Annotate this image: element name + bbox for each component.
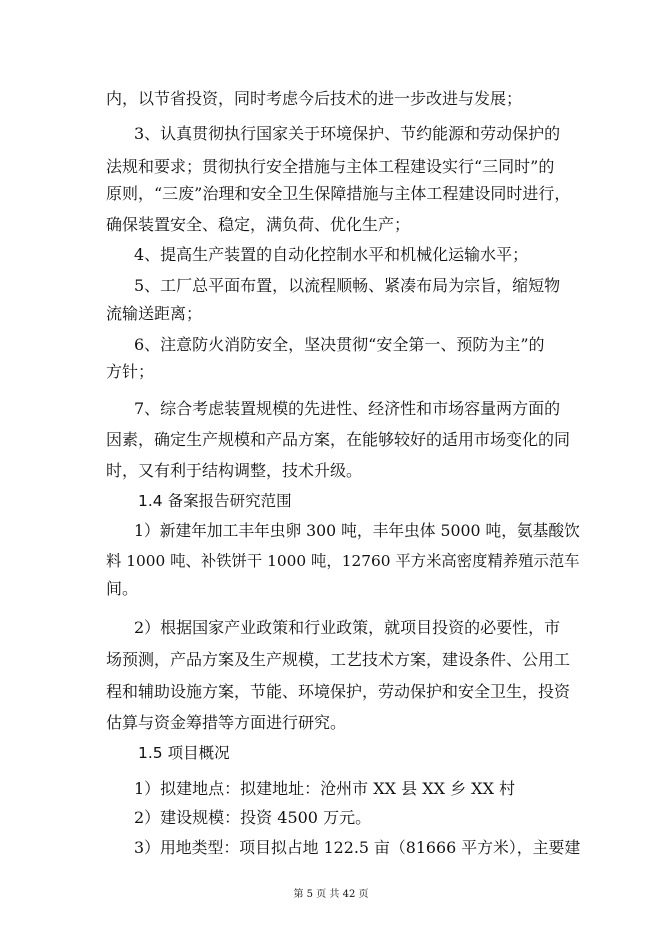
list-item: 2）建设规模：投资 4500 万元。 (134, 808, 372, 827)
text-line: 场预测，产品方案及生产规模，工艺技术方案，建设条件、公用工 (106, 650, 571, 669)
text-line: 方针； (106, 362, 155, 381)
list-item: 6、注意防火消防安全，坚决贯彻“安全第一、预防为主”的 (134, 335, 545, 354)
text-line: 估算与资金筹措等方面进行研究。 (106, 713, 347, 732)
section-heading: 1.4 备案报告研究范围 (138, 492, 292, 510)
text-line: 法规和要求；贯彻执行安全措施与主体工程建设实行“三同时”的 (106, 157, 555, 176)
page-number: 第 5 页 共 42 页 (293, 889, 369, 900)
list-item: 3）用地类型：项目拟占地 122.5 亩（81666 平方米），主要建 (134, 838, 581, 857)
list-item: 3、认真贯彻执行国家关于环境保护、节约能源和劳动保护的 (134, 124, 561, 143)
text-line: 间。 (106, 579, 139, 598)
list-item: 4、提高生产装置的自动化控制水平和机械化运输水平； (134, 245, 529, 264)
list-item: 1）新建年加工丰年虫卵 300 吨，丰年虫体 5000 吨，氨基酸饮 (134, 521, 580, 540)
list-item: 1）拟建地点：拟建地址：沧州市 XX 县 XX 乡 XX 村 (134, 779, 516, 798)
text-line: 原则，“三废”治理和安全卫生保障措施与主体工程建设同时进行， (106, 184, 571, 203)
section-heading: 1.5 项目概况 (138, 744, 230, 762)
list-item: 7、综合考虑装置规模的先进性、经济性和市场容量两方面的 (134, 399, 561, 418)
text-line: 程和辅助设施方案，节能、环境保护，劳动保护和安全卫生，投资 (106, 682, 571, 701)
text-line: 流输送距离； (106, 304, 203, 323)
text-line: 时，又有利于结构调整，技术升级。 (106, 461, 363, 480)
list-item: 2）根据国家产业政策和行业政策，就项目投资的必要性，市 (134, 618, 561, 637)
list-item: 5、工厂总平面布置，以流程顺畅、紧凑布局为宗旨，缩短物 (134, 276, 561, 295)
text-line: 内，以节省投资，同时考虑今后技术的进一步改进与发展； (106, 89, 523, 108)
text-line: 料 1000 吨、补铁饼干 1000 吨，12760 平方米高密度精养殖示范车 (106, 552, 580, 570)
text-line: 确保装置安全、稳定，满负荷、优化生产； (106, 215, 411, 234)
text-line: 因素，确定生产规模和产品方案，在能够较好的适用市场变化的同 (106, 430, 571, 449)
